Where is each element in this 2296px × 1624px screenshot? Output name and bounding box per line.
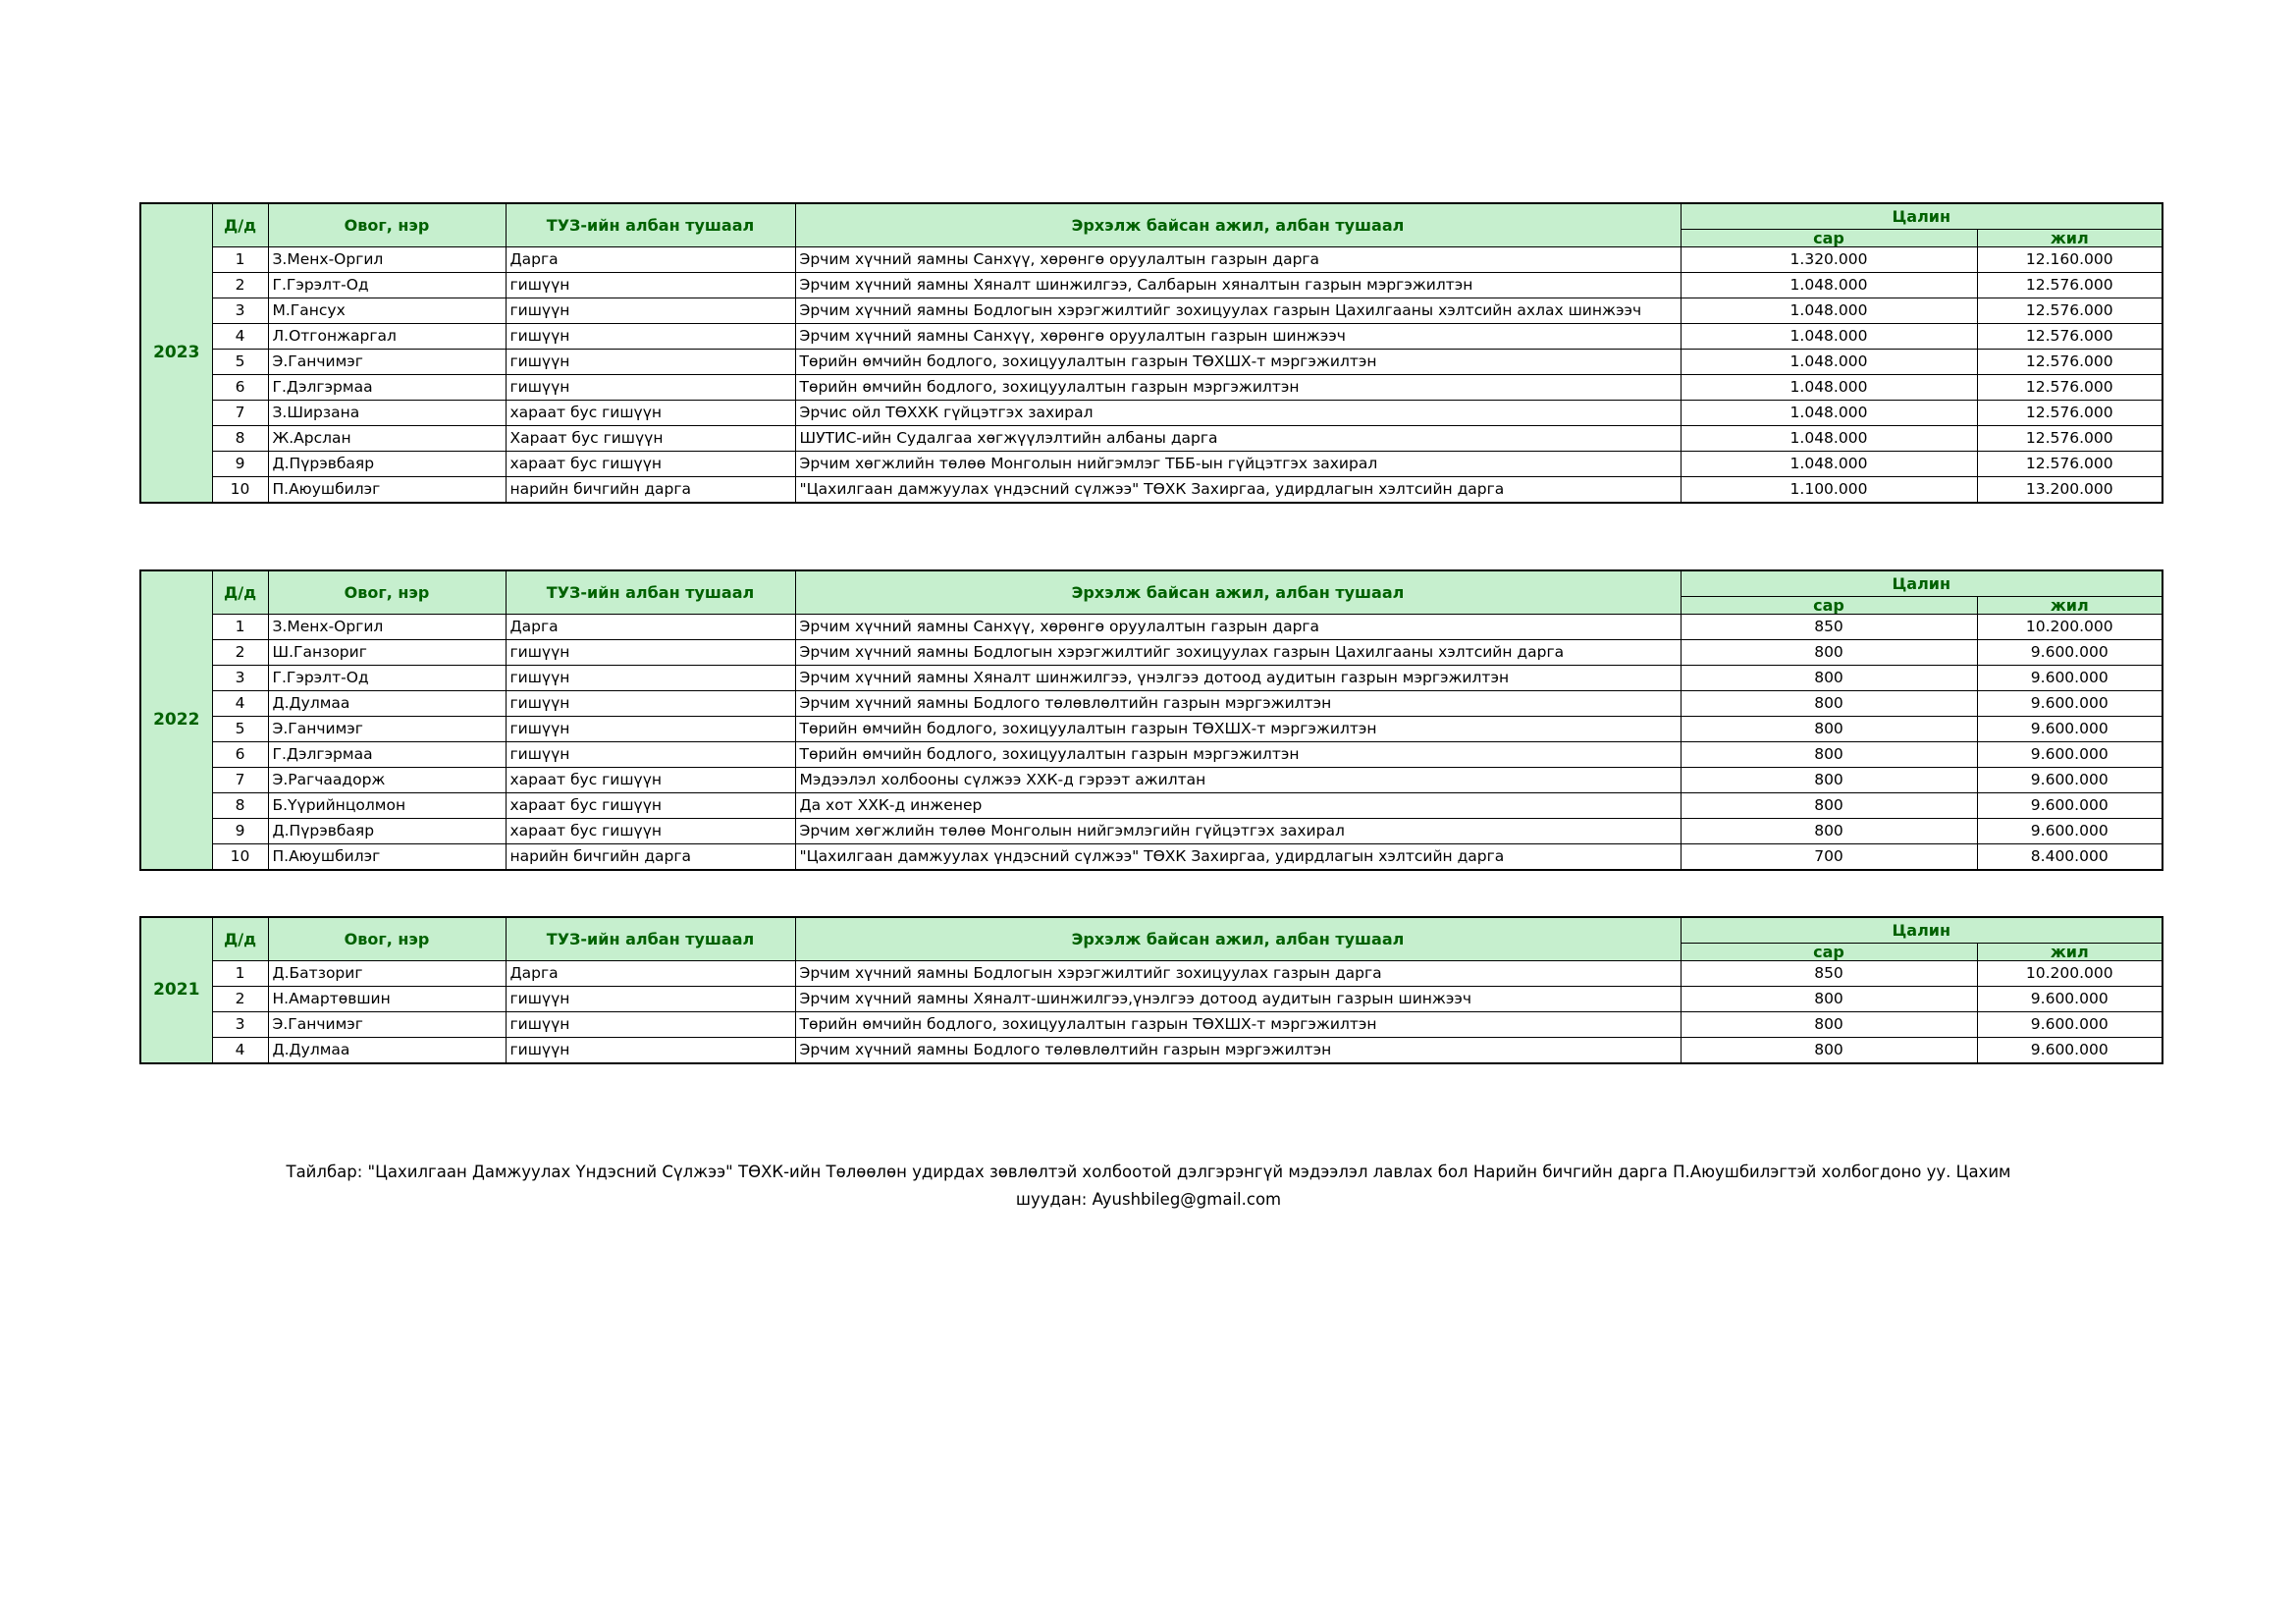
board-position: хараат бус гишүүн xyxy=(506,768,795,793)
row-number: 4 xyxy=(212,1038,268,1064)
column-header-number: Д/д xyxy=(212,203,268,247)
salary-year: 10.200.000 xyxy=(1977,615,2163,640)
row-number: 5 xyxy=(212,717,268,742)
salary-month: 800 xyxy=(1681,987,1977,1012)
salary-year: 12.576.000 xyxy=(1977,426,2163,452)
footnote-line-1: Тайлбар: "Цахилгаан Дамжуулах Үндэсний Сүлжээ" ТӨХК-ийн Төлөөлөн удирдах зөвлөлтэй холбоотой дэлгэрэнгүй мэдээлэл лавлах бол Нарийн бичгийн дарга П.Аюушбилэгтэй холбогдоно уу. Цахим xyxy=(286,1163,2011,1181)
member-name: П.Аюушбилэг xyxy=(268,477,506,504)
board-position: гишүүн xyxy=(506,640,795,666)
work-position: Эрчим хүчний яамны Бодлого төлөвлөлтийн газрын мэргэжилтэн xyxy=(795,691,1681,717)
column-header-name: Овог, нэр xyxy=(268,570,506,615)
salary-month: 800 xyxy=(1681,691,1977,717)
column-header-month: сар xyxy=(1681,597,1977,615)
member-name: П.Аюушбилэг xyxy=(268,844,506,871)
year-cell: 2023 xyxy=(140,203,212,503)
row-number: 7 xyxy=(212,401,268,426)
salary-month: 800 xyxy=(1681,717,1977,742)
board-position: гишүүн xyxy=(506,987,795,1012)
row-number: 1 xyxy=(212,961,268,987)
table-row xyxy=(140,477,2163,504)
row-number: 7 xyxy=(212,768,268,793)
salary-year: 9.600.000 xyxy=(1977,1012,2163,1038)
table-row xyxy=(140,324,2163,350)
work-position: Мэдээлэл холбооны сүлжээ ХХК-д гэрээт ажилтан xyxy=(795,768,1681,793)
board-position: гишүүн xyxy=(506,1012,795,1038)
table-body xyxy=(140,203,2163,503)
salary-year: 9.600.000 xyxy=(1977,717,2163,742)
table-row xyxy=(140,844,2163,871)
member-name: З.Менх-Оргил xyxy=(268,615,506,640)
work-position: "Цахилгаан дамжуулах үндэсний сүлжээ" ТӨХК Захиргаа, удирдлагын хэлтсийн дарга xyxy=(795,844,1681,871)
member-name: Д.Пүрэвбаяр xyxy=(268,452,506,477)
column-header-name: Овог, нэр xyxy=(268,203,506,247)
table-row xyxy=(140,1038,2163,1064)
work-position: Төрийн өмчийн бодлого, зохицуулалтын газрын мэргэжилтэн xyxy=(795,375,1681,401)
table-row xyxy=(140,375,2163,401)
column-header-work: Эрхэлж байсан ажил, албан тушаал xyxy=(795,570,1681,615)
salary-month: 1.320.000 xyxy=(1681,247,1977,273)
header-row xyxy=(140,203,2163,230)
member-name: Э.Рагчаадорж xyxy=(268,768,506,793)
board-position: хараат бус гишүүн xyxy=(506,401,795,426)
board-position: нарийн бичгийн дарга xyxy=(506,844,795,871)
row-number: 2 xyxy=(212,987,268,1012)
column-header-position: ТУЗ-ийн албан тушаал xyxy=(506,570,795,615)
salary-month: 850 xyxy=(1681,615,1977,640)
salary-table-2023 xyxy=(139,202,2163,504)
table-row xyxy=(140,717,2163,742)
work-position: Эрчим хүчний яамны Хяналт шинжилгээ, үнэлгээ дотоод аудитын газрын мэргэжилтэн xyxy=(795,666,1681,691)
board-position: гишүүн xyxy=(506,1038,795,1064)
salary-year: 9.600.000 xyxy=(1977,742,2163,768)
work-position: Төрийн өмчийн бодлого, зохицуулалтын газрын мэргэжилтэн xyxy=(795,742,1681,768)
row-number: 3 xyxy=(212,298,268,324)
salary-month: 800 xyxy=(1681,1038,1977,1064)
table-row xyxy=(140,768,2163,793)
salary-year: 12.576.000 xyxy=(1977,298,2163,324)
salary-month: 800 xyxy=(1681,640,1977,666)
salary-year: 9.600.000 xyxy=(1977,666,2163,691)
salary-year: 13.200.000 xyxy=(1977,477,2163,504)
salary-month: 800 xyxy=(1681,793,1977,819)
column-header-year: жил xyxy=(1977,230,2163,247)
row-number: 8 xyxy=(212,793,268,819)
salary-month: 1.048.000 xyxy=(1681,273,1977,298)
salary-year: 9.600.000 xyxy=(1977,987,2163,1012)
column-header-year: жил xyxy=(1977,597,2163,615)
table-row xyxy=(140,426,2163,452)
table-row xyxy=(140,615,2163,640)
salary-month: 700 xyxy=(1681,844,1977,871)
board-position: гишүүн xyxy=(506,717,795,742)
table-row xyxy=(140,1012,2163,1038)
board-position: хараат бус гишүүн xyxy=(506,819,795,844)
row-number: 10 xyxy=(212,477,268,504)
table-row xyxy=(140,691,2163,717)
column-header-number: Д/д xyxy=(212,917,268,961)
column-header-salary: Цалин xyxy=(1681,917,2163,944)
row-number: 3 xyxy=(212,666,268,691)
member-name: Э.Ганчимэг xyxy=(268,717,506,742)
salary-year: 9.600.000 xyxy=(1977,819,2163,844)
work-position: Эрчим хөгжлийн төлөө Монголын нийгэмлэг ТББ-ын гүйцэтгэх захирал xyxy=(795,452,1681,477)
salary-month: 850 xyxy=(1681,961,1977,987)
salary-year: 12.576.000 xyxy=(1977,273,2163,298)
table-row xyxy=(140,666,2163,691)
member-name: Ш.Ганзориг xyxy=(268,640,506,666)
salary-table-2022 xyxy=(139,569,2163,871)
row-number: 4 xyxy=(212,691,268,717)
board-position: гишүүн xyxy=(506,324,795,350)
member-name: Д.Дулмаа xyxy=(268,691,506,717)
salary-month: 800 xyxy=(1681,819,1977,844)
salary-year: 12.160.000 xyxy=(1977,247,2163,273)
salary-year: 12.576.000 xyxy=(1977,375,2163,401)
column-header-salary: Цалин xyxy=(1681,203,2163,230)
salary-month: 1.048.000 xyxy=(1681,426,1977,452)
board-position: нарийн бичгийн дарга xyxy=(506,477,795,504)
table-row xyxy=(140,298,2163,324)
member-name: Г.Гэрэлт-Од xyxy=(268,666,506,691)
board-position: Дарга xyxy=(506,247,795,273)
salary-month: 1.048.000 xyxy=(1681,350,1977,375)
column-header-name: Овог, нэр xyxy=(268,917,506,961)
work-position: Төрийн өмчийн бодлого, зохицуулалтын газрын ТӨХШХ-т мэргэжилтэн xyxy=(795,350,1681,375)
row-number: 1 xyxy=(212,615,268,640)
member-name: Б.Үүрийнцолмон xyxy=(268,793,506,819)
footnote xyxy=(137,1159,2160,1214)
table-row xyxy=(140,273,2163,298)
member-name: Э.Ганчимэг xyxy=(268,1012,506,1038)
work-position: Төрийн өмчийн бодлого, зохицуулалтын газрын ТӨХШХ-т мэргэжилтэн xyxy=(795,1012,1681,1038)
salary-month: 1.048.000 xyxy=(1681,375,1977,401)
board-position: гишүүн xyxy=(506,375,795,401)
member-name: Г.Дэлгэрмаа xyxy=(268,375,506,401)
column-header-month: сар xyxy=(1681,944,1977,961)
table-row xyxy=(140,742,2163,768)
salary-month: 1.048.000 xyxy=(1681,298,1977,324)
salary-year: 9.600.000 xyxy=(1977,793,2163,819)
member-name: Л.Отгонжаргал xyxy=(268,324,506,350)
header-row xyxy=(140,570,2163,597)
board-position: хараат бус гишүүн xyxy=(506,793,795,819)
board-position: хараат бус гишүүн xyxy=(506,452,795,477)
header-row xyxy=(140,917,2163,944)
column-header-position: ТУЗ-ийн албан тушаал xyxy=(506,203,795,247)
member-name: Д.Дулмаа xyxy=(268,1038,506,1064)
row-number: 1 xyxy=(212,247,268,273)
footnote-line-2: шуудан: Ayushbileg@gmail.com xyxy=(1015,1190,1282,1209)
work-position: Эрчим хүчний яамны Хяналт-шинжилгээ,үнэлгээ дотоод аудитын газрын шинжээч xyxy=(795,987,1681,1012)
salary-month: 800 xyxy=(1681,742,1977,768)
salary-year: 12.576.000 xyxy=(1977,401,2163,426)
salary-month: 800 xyxy=(1681,768,1977,793)
work-position: "Цахилгаан дамжуулах үндэсний сүлжээ" ТӨХК Захиргаа, удирдлагын хэлтсийн дарга xyxy=(795,477,1681,504)
salary-month: 1.048.000 xyxy=(1681,324,1977,350)
table-row xyxy=(140,987,2163,1012)
salary-month: 1.100.000 xyxy=(1681,477,1977,504)
member-name: Ж.Арслан xyxy=(268,426,506,452)
table-row xyxy=(140,819,2163,844)
member-name: З.Менх-Оргил xyxy=(268,247,506,273)
table-row xyxy=(140,793,2163,819)
salary-year: 9.600.000 xyxy=(1977,691,2163,717)
work-position: Эрчим хүчний яамны Бодлогын хэрэгжилтийг зохицуулах газрын Цахилгааны хэлтсийн ахлах шинжээч xyxy=(795,298,1681,324)
board-position: Хараат бус гишүүн xyxy=(506,426,795,452)
board-position: гишүүн xyxy=(506,350,795,375)
row-number: 2 xyxy=(212,273,268,298)
member-name: Г.Гэрэлт-Од xyxy=(268,273,506,298)
row-number: 8 xyxy=(212,426,268,452)
column-header-month: сар xyxy=(1681,230,1977,247)
member-name: Н.Амартөвшин xyxy=(268,987,506,1012)
column-header-work: Эрхэлж байсан ажил, албан тушаал xyxy=(795,917,1681,961)
board-position: Дарга xyxy=(506,615,795,640)
member-name: Г.Дэлгэрмаа xyxy=(268,742,506,768)
work-position: Да хот ХХК-д инженер xyxy=(795,793,1681,819)
table-body xyxy=(140,570,2163,870)
row-number: 9 xyxy=(212,819,268,844)
row-number: 4 xyxy=(212,324,268,350)
salary-year: 9.600.000 xyxy=(1977,640,2163,666)
member-name: М.Гансух xyxy=(268,298,506,324)
row-number: 6 xyxy=(212,375,268,401)
table-row xyxy=(140,247,2163,273)
board-position: Дарга xyxy=(506,961,795,987)
board-position: гишүүн xyxy=(506,742,795,768)
salary-year: 12.576.000 xyxy=(1977,324,2163,350)
work-position: Төрийн өмчийн бодлого, зохицуулалтын газрын ТӨХШХ-т мэргэжилтэн xyxy=(795,717,1681,742)
work-position: Эрчим хүчний яамны Бодлогын хэрэгжилтийг зохицуулах газрын Цахилгааны хэлтсийн дарга xyxy=(795,640,1681,666)
salary-month: 1.048.000 xyxy=(1681,452,1977,477)
work-position: Эрчим хүчний яамны Хяналт шинжилгээ, Салбарын хяналтын газрын мэргэжилтэн xyxy=(795,273,1681,298)
table-body xyxy=(140,917,2163,1063)
row-number: 5 xyxy=(212,350,268,375)
salary-month: 800 xyxy=(1681,1012,1977,1038)
salary-month: 1.048.000 xyxy=(1681,401,1977,426)
board-position: гишүүн xyxy=(506,298,795,324)
table-row xyxy=(140,961,2163,987)
salary-year: 8.400.000 xyxy=(1977,844,2163,871)
board-position: гишүүн xyxy=(506,666,795,691)
table-row xyxy=(140,452,2163,477)
row-number: 6 xyxy=(212,742,268,768)
column-header-position: ТУЗ-ийн албан тушаал xyxy=(506,917,795,961)
board-position: гишүүн xyxy=(506,691,795,717)
board-position: гишүүн xyxy=(506,273,795,298)
row-number: 2 xyxy=(212,640,268,666)
salary-year: 9.600.000 xyxy=(1977,1038,2163,1064)
year-cell: 2022 xyxy=(140,570,212,870)
row-number: 3 xyxy=(212,1012,268,1038)
member-name: З.Ширзана xyxy=(268,401,506,426)
table-row xyxy=(140,640,2163,666)
member-name: Д.Батзориг xyxy=(268,961,506,987)
row-number: 9 xyxy=(212,452,268,477)
work-position: ШУТИС-ийн Судалгаа хөгжүүлэлтийн албаны дарга xyxy=(795,426,1681,452)
work-position: Эрчим хүчний яамны Бодлогын хэрэгжилтийг зохицуулах газрын дарга xyxy=(795,961,1681,987)
salary-year: 12.576.000 xyxy=(1977,350,2163,375)
table-row xyxy=(140,350,2163,375)
row-number: 10 xyxy=(212,844,268,871)
work-position: Эрчим хүчний яамны Санхүү, хөрөнгө оруулалтын газрын дарга xyxy=(795,247,1681,273)
salary-year: 9.600.000 xyxy=(1977,768,2163,793)
work-position: Эрчим хүчний яамны Бодлого төлөвлөлтийн газрын мэргэжилтэн xyxy=(795,1038,1681,1064)
member-name: Д.Пүрэвбаяр xyxy=(268,819,506,844)
column-header-year: жил xyxy=(1977,944,2163,961)
work-position: Эрчим хүчний яамны Санхүү, хөрөнгө оруулалтын газрын дарга xyxy=(795,615,1681,640)
work-position: Эрчим хүчний яамны Санхүү, хөрөнгө оруулалтын газрын шинжээч xyxy=(795,324,1681,350)
column-header-salary: Цалин xyxy=(1681,570,2163,597)
work-position: Эрчим хөгжлийн төлөө Монголын нийгэмлэгийн гүйцэтгэх захирал xyxy=(795,819,1681,844)
column-header-number: Д/д xyxy=(212,570,268,615)
salary-year: 12.576.000 xyxy=(1977,452,2163,477)
member-name: Э.Ганчимэг xyxy=(268,350,506,375)
work-position: Эрчис ойл ТӨХХК гүйцэтгэх захирал xyxy=(795,401,1681,426)
year-cell: 2021 xyxy=(140,917,212,1063)
column-header-work: Эрхэлж байсан ажил, албан тушаал xyxy=(795,203,1681,247)
salary-month: 800 xyxy=(1681,666,1977,691)
table-row xyxy=(140,401,2163,426)
salary-table-2021 xyxy=(139,916,2163,1064)
salary-year: 10.200.000 xyxy=(1977,961,2163,987)
